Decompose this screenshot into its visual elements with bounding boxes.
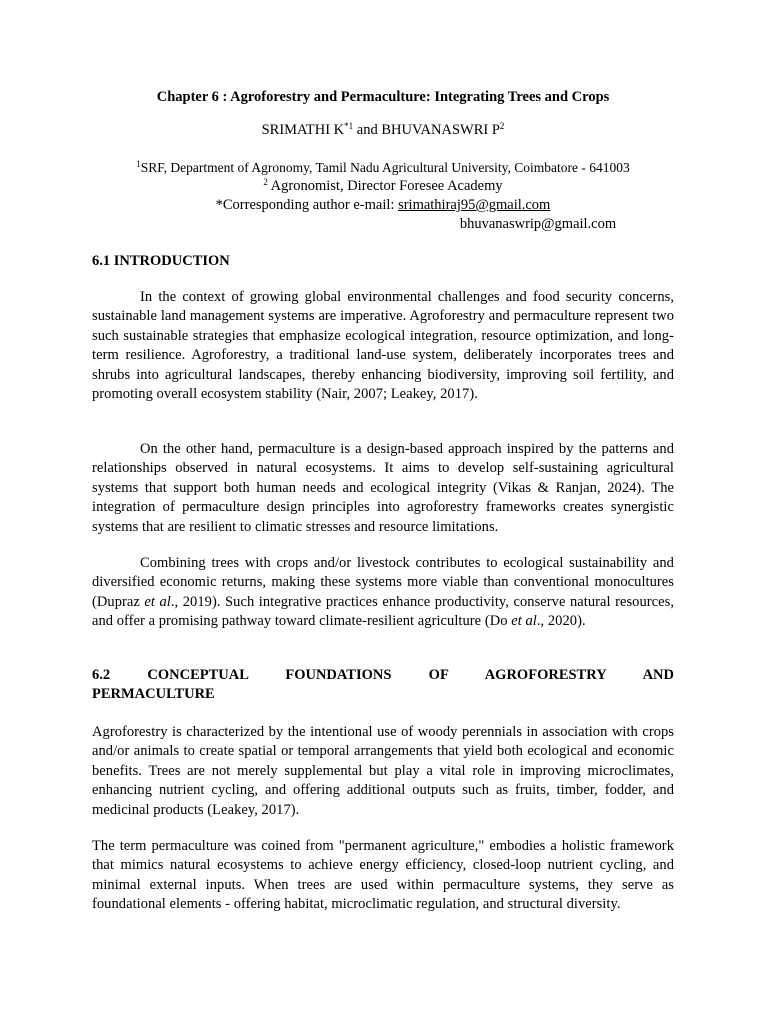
concept-paragraph-1: Agroforestry is characterized by the intentional use of woody perennials in association with crops and/or animals to create spatial or temporal arrangements that yield both ecological and economic benefits. Trees are not merely supplemental but play a vital role in improving microclimates, enhancing nutrient cycling, and offering additional outputs such as fruits, timber, fodder, and medicinal products (Leakey, 2017). (92, 724, 674, 818)
author-line (92, 121, 674, 139)
author-connector: and (353, 122, 382, 138)
author-2-superscript: 2 (499, 121, 505, 131)
affiliation-1 (92, 158, 674, 177)
intro-paragraph-1: In the context of growing global environmental challenges and food security concerns, sustainable land management systems are imperative. Agroforestry and permaculture represent two such sustainable strategies that emphasize ecological integration, resource optimization, and long-term resilience. Agroforestry, a traditional land-use system, deliberately incorporates trees and shrubs into agricultural landscapes, thereby enhancing biodiversity, improving soil fertility, and promoting overall ecosystem stability (Nair, 2007; Leakey, 2017). (92, 289, 674, 403)
author-1-name: SRIMATHI K (261, 122, 345, 138)
affiliation-1-superscript: 1 (136, 159, 141, 169)
corresponding-author-line (92, 196, 674, 215)
intro-paragraph-2: On the other hand, permaculture is a design-based approach inspired by the patterns and relationships observed in natural ecosystems. It aims to develop self-sustaining agricultural systems that support both human needs and ecological integrity (Vikas & Ranjan, 2024). The integration of permaculture design principles into agroforestry frameworks creates synergistic systems that are resilient to climatic stresses and resource limitations. (92, 441, 674, 535)
affiliation-2 (92, 177, 674, 196)
intro-paragraph-3-part-b: ., 2019). Such integrative practices enhance productivity, conserve natural resources, and offer a promising pathway toward climate-resilient agriculture (Do (92, 593, 674, 630)
affiliation-1-text: SRF, Department of Agronomy, Tamil Nadu Agricultural University, Coimbatore - 641003 (140, 160, 630, 175)
intro-paragraph-3 (92, 554, 674, 632)
chapter-title: Chapter 6 : Agroforestry and Permaculture: Integrating Trees and Crops (156, 89, 610, 105)
et-al-citation-2: et al (511, 613, 537, 630)
intro-paragraph-3-part-c: ., 2020). (536, 613, 586, 630)
email-line-2 (92, 215, 674, 234)
author-2-name: BHUVANASWRI P (381, 122, 500, 138)
email-link-1[interactable]: srimathiraj95@gmail.com (398, 197, 551, 213)
affiliation-2-text: Agronomist, Director Foresee Academy (267, 178, 503, 194)
section-heading-conceptual-foundations (92, 666, 674, 705)
email-2: bhuvanaswrip@gmail.com (459, 216, 617, 232)
intro-paragraph-3-part-a: Combining trees with crops and/or livestock contributes to ecological sustainability and diversified economic returns, making these systems more viable than conventional monocultures (Dupraz (92, 555, 674, 610)
author-1-superscript: *1 (344, 121, 354, 131)
section-heading-introduction: 6.1 INTRODUCTION (92, 253, 230, 269)
affiliation-2-superscript: 2 (263, 177, 268, 187)
concept-paragraph-2: The term permaculture was coined from "permanent agriculture," embodies a holistic framework that mimics natural ecosystems to achieve energy efficiency, closed-loop nutrient cycling, and minimal external inputs. When trees are used within permaculture systems, they serve as foundational elements - offering habitat, microclimatic regulation, and structural diversity. (92, 838, 674, 913)
section-heading-line-1: 6.2 CONCEPTUAL FOUNDATIONS OF AGROFORESTRY AND (92, 667, 674, 683)
corresponding-author-label: *Corresponding author e-mail: (215, 197, 399, 213)
section-heading-line-2: PERMACULTURE (92, 686, 215, 703)
et-al-citation-1: et al (144, 593, 171, 610)
